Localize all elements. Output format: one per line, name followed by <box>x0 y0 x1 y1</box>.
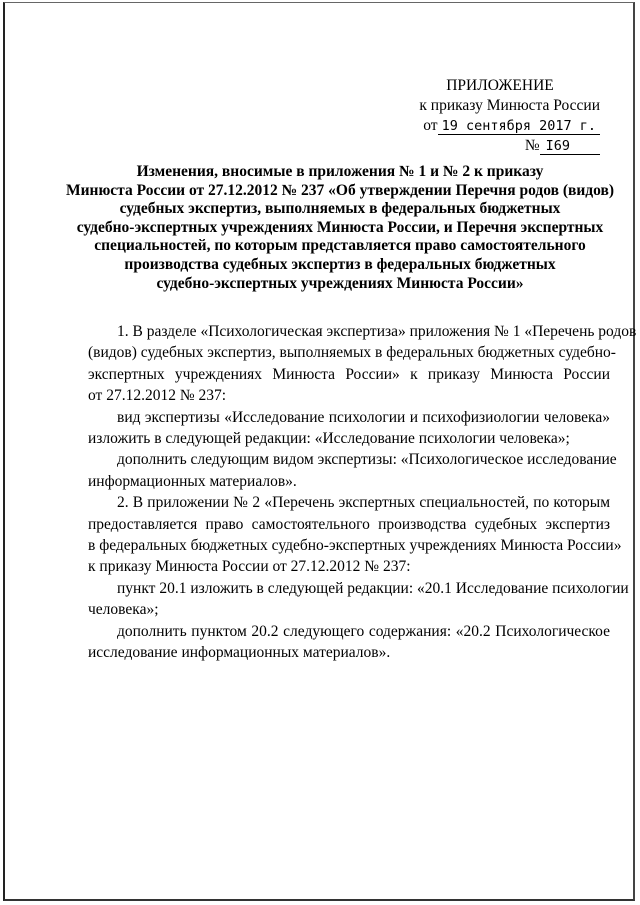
paragraph-line: (видов) судебных экспертиз, выполняемых в федеральных бюджетных судебно- <box>88 344 616 362</box>
paragraph-line: человека»; <box>88 601 159 619</box>
paragraph-line: изложить в следующей редакции: «Исследование психологии человека»; <box>88 430 570 448</box>
paragraph-line: к приказу Минюста России от 27.12.2012 № 237: <box>88 558 411 576</box>
title-line: Минюста России от 27.12.2012 № 237 «Об утверждении Перечня родов (видов) <box>65 181 615 199</box>
order-number: I69 <box>540 138 600 155</box>
appendix-order-ref: к приказу Минюста России <box>419 97 600 114</box>
paragraph-line: исследование информационных материалов». <box>88 644 391 662</box>
document-body <box>88 321 637 664</box>
paragraph-line: 2. В приложении № 2 «Перечень экспертных специальностей, по которым <box>117 494 610 512</box>
paragraph-line: 1. В разделе «Психологическая экспертиза» приложения № 1 «Перечень родов <box>117 323 637 340</box>
paragraph-line: пункт 20.1 изложить в следующей редакции: «20.1 Исследование психологии <box>117 579 629 597</box>
document-title <box>60 163 620 293</box>
title-line: судебных экспертиз, выполняемых в федеральных бюджетных <box>119 200 561 218</box>
paragraph <box>88 492 622 578</box>
paragraph-line: дополнить следующим видом экспертизы: «Психологическое исследование <box>117 451 617 469</box>
paragraph <box>88 449 617 492</box>
appendix-order-date <box>360 116 600 156</box>
paragraph-line: в федеральных бюджетных судебно-экспертных учреждениях Минюста России» <box>88 537 622 555</box>
title-line: производства судебных экспертиз в федеральных бюджетных <box>124 255 556 273</box>
paragraph-line: информационных материалов». <box>88 472 297 490</box>
title-line: судебно-экспертных учреждениях Минюста России, и Перечня экспертных <box>76 218 604 236</box>
paragraph-line: предоставляется право самостоятельного производства судебных экспертиз <box>88 515 610 533</box>
paragraph-line: экспертных учреждениях Минюста России» к приказу Минюста России <box>88 365 610 383</box>
paragraph-line: вид экспертизы «Исследование психологии и психофизиологии человека» <box>117 408 610 426</box>
from-prefix: от <box>423 117 438 134</box>
paragraph <box>88 321 637 407</box>
paragraph <box>88 621 610 664</box>
number-prefix: № <box>524 137 540 154</box>
paragraph-line: от 27.12.2012 № 237: <box>88 387 227 405</box>
appendix-label: ПРИЛОЖЕНИЕ <box>446 77 554 94</box>
title-line: Изменения, вносимые в приложения № 1 и № 2 к приказу <box>136 163 544 180</box>
order-date: 19 сентября 2017 г. <box>438 118 600 135</box>
paragraph <box>88 578 629 621</box>
title-line: судебно-экспертных учреждениях Минюста России» <box>156 274 524 292</box>
appendix-header <box>360 76 600 156</box>
paragraph <box>88 407 610 450</box>
title-line: специальностей, по которым представляется право самостоятельного <box>94 237 586 255</box>
paragraph-line: дополнить пунктом 20.2 следующего содержания: «20.2 Психологическое <box>117 622 610 640</box>
